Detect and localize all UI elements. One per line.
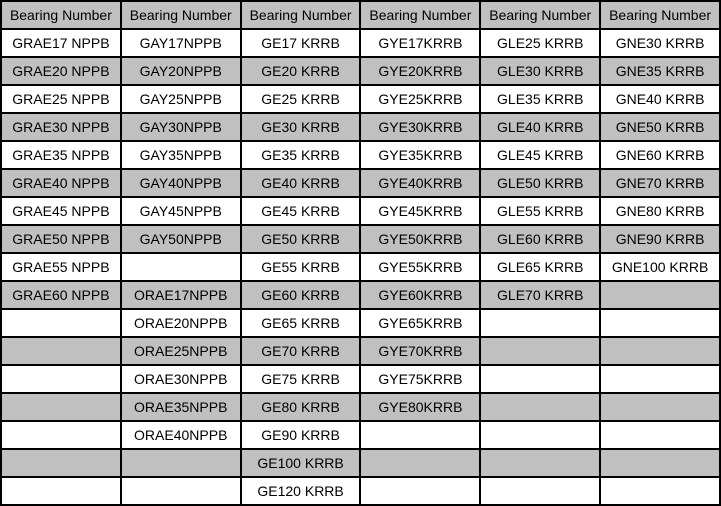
table-row — [1, 29, 720, 57]
bearing-number-cell: GLE40 KRRB — [480, 113, 600, 141]
bearing-number-cell — [360, 477, 480, 505]
bearing-number-cell: GAY20NPPB — [121, 57, 241, 85]
table-row — [1, 113, 720, 141]
bearing-number-cell: GE30 KRRB — [241, 113, 361, 141]
bearing-number-cell: GE40 KRRB — [241, 169, 361, 197]
bearing-number-cell: GYE60KRRB — [360, 281, 480, 309]
bearing-number-cell — [480, 449, 600, 477]
bearing-number-cell: GNE50 KRRB — [600, 113, 720, 141]
bearing-number-cell: GE60 KRRB — [241, 281, 361, 309]
bearing-number-cell: GNE70 KRRB — [600, 169, 720, 197]
bearing-number-cell: ORAE40NPPB — [121, 421, 241, 449]
bearing-number-cell — [360, 449, 480, 477]
bearing-number-cell — [1, 309, 121, 337]
bearing-number-cell: ORAE35NPPB — [121, 393, 241, 421]
bearing-number-cell: GLE70 KRRB — [480, 281, 600, 309]
bearing-number-cell: GRAE35 NPPB — [1, 141, 121, 169]
bearing-number-cell — [480, 309, 600, 337]
bearing-number-cell: GE25 KRRB — [241, 85, 361, 113]
bearing-number-cell: GRAE20 NPPB — [1, 57, 121, 85]
table-row — [1, 85, 720, 113]
bearing-number-cell — [121, 449, 241, 477]
bearing-number-cell: GYE20KRRB — [360, 57, 480, 85]
bearing-number-cell — [480, 365, 600, 393]
table-row — [1, 281, 720, 309]
bearing-number-cell: GRAE55 NPPB — [1, 253, 121, 281]
bearing-number-cell: GYE55KRRB — [360, 253, 480, 281]
bearing-number-cell: GLE45 KRRB — [480, 141, 600, 169]
bearing-number-cell — [1, 477, 121, 505]
bearing-number-cell: GNE100 KRRB — [600, 253, 720, 281]
bearing-number-cell: ORAE17NPPB — [121, 281, 241, 309]
bearing-number-cell: GLE35 KRRB — [480, 85, 600, 113]
bearing-number-cell: GYE35KRRB — [360, 141, 480, 169]
bearing-number-cell: GE35 KRRB — [241, 141, 361, 169]
table-row — [1, 477, 720, 505]
bearing-number-cell: GYE17KRRB — [360, 29, 480, 57]
table-row — [1, 169, 720, 197]
bearing-number-cell — [600, 281, 720, 309]
bearing-number-cell: GLE55 KRRB — [480, 197, 600, 225]
bearing-number-cell: GE80 KRRB — [241, 393, 361, 421]
bearing-number-cell: GRAE50 NPPB — [1, 225, 121, 253]
bearing-number-cell: GYE25KRRB — [360, 85, 480, 113]
bearing-number-cell — [600, 309, 720, 337]
table-row — [1, 393, 720, 421]
bearing-number-cell: GYE80KRRB — [360, 393, 480, 421]
bearing-number-cell: GLE60 KRRB — [480, 225, 600, 253]
bearing-number-cell: GAY40NPPB — [121, 169, 241, 197]
bearing-number-cell: GYE65KRRB — [360, 309, 480, 337]
bearing-number-cell — [1, 449, 121, 477]
bearing-number-cell: GYE70KRRB — [360, 337, 480, 365]
bearing-number-cell: GE17 KRRB — [241, 29, 361, 57]
bearing-number-cell: GAY30NPPB — [121, 113, 241, 141]
column-header: Bearing Number — [121, 1, 241, 29]
table-row — [1, 197, 720, 225]
bearing-number-cell: GAY17NPPB — [121, 29, 241, 57]
table-row — [1, 253, 720, 281]
bearing-number-cell: GNE90 KRRB — [600, 225, 720, 253]
bearing-number-cell: GNE35 KRRB — [600, 57, 720, 85]
bearing-number-cell: GE65 KRRB — [241, 309, 361, 337]
bearing-number-cell — [1, 337, 121, 365]
bearing-number-cell: GNE40 KRRB — [600, 85, 720, 113]
bearing-number-cell: GYE75KRRB — [360, 365, 480, 393]
bearing-number-cell: GRAE60 NPPB — [1, 281, 121, 309]
bearing-number-cell — [480, 337, 600, 365]
bearing-number-cell: GAY50NPPB — [121, 225, 241, 253]
bearing-number-cell: GRAE45 NPPB — [1, 197, 121, 225]
bearing-number-cell: GYE50KRRB — [360, 225, 480, 253]
bearing-number-cell: GYE45KRRB — [360, 197, 480, 225]
bearing-number-cell: GNE60 KRRB — [600, 141, 720, 169]
column-header: Bearing Number — [241, 1, 361, 29]
table-row — [1, 365, 720, 393]
bearing-number-cell: GE100 KRRB — [241, 449, 361, 477]
bearing-number-cell: GLE25 KRRB — [480, 29, 600, 57]
bearing-number-cell: GE45 KRRB — [241, 197, 361, 225]
bearing-number-cell: GAY35NPPB — [121, 141, 241, 169]
bearing-number-cell: GE20 KRRB — [241, 57, 361, 85]
bearing-number-cell: GAY25NPPB — [121, 85, 241, 113]
bearing-number-cell — [600, 337, 720, 365]
bearing-number-cell: GNE80 KRRB — [600, 197, 720, 225]
bearing-number-cell — [360, 421, 480, 449]
bearing-number-cell — [600, 393, 720, 421]
column-header: Bearing Number — [480, 1, 600, 29]
bearing-number-cell — [1, 393, 121, 421]
table-row — [1, 225, 720, 253]
bearing-number-cell: GRAE40 NPPB — [1, 169, 121, 197]
table-row — [1, 421, 720, 449]
bearing-number-cell: GE55 KRRB — [241, 253, 361, 281]
bearing-number-cell — [600, 449, 720, 477]
bearing-number-cell: ORAE30NPPB — [121, 365, 241, 393]
bearing-number-cell: GE75 KRRB — [241, 365, 361, 393]
column-header: Bearing Number — [360, 1, 480, 29]
bearing-number-cell: GYE30KRRB — [360, 113, 480, 141]
bearing-number-cell: GNE30 KRRB — [600, 29, 720, 57]
column-header: Bearing Number — [1, 1, 121, 29]
bearing-number-cell: GE50 KRRB — [241, 225, 361, 253]
bearing-number-cell: GRAE30 NPPB — [1, 113, 121, 141]
bearing-number-cell: GLE65 KRRB — [480, 253, 600, 281]
table-body — [1, 29, 720, 505]
bearing-number-cell: GYE40KRRB — [360, 169, 480, 197]
bearing-number-cell — [600, 365, 720, 393]
bearing-number-cell: GLE30 KRRB — [480, 57, 600, 85]
bearing-number-cell — [1, 365, 121, 393]
bearing-number-cell: ORAE20NPPB — [121, 309, 241, 337]
bearing-number-cell: GE90 KRRB — [241, 421, 361, 449]
table-row — [1, 141, 720, 169]
bearing-number-cell: GRAE17 NPPB — [1, 29, 121, 57]
bearing-number-cell — [600, 477, 720, 505]
bearing-number-cell: GRAE25 NPPB — [1, 85, 121, 113]
bearing-number-cell: GAY45NPPB — [121, 197, 241, 225]
bearing-number-cell: GLE50 KRRB — [480, 169, 600, 197]
bearing-number-cell — [121, 477, 241, 505]
bearing-number-cell — [480, 421, 600, 449]
bearing-number-cell — [480, 477, 600, 505]
table-row — [1, 337, 720, 365]
table-row — [1, 449, 720, 477]
column-header: Bearing Number — [600, 1, 720, 29]
table-row — [1, 57, 720, 85]
bearing-number-cell — [600, 421, 720, 449]
bearing-number-cell — [480, 393, 600, 421]
table-row — [1, 309, 720, 337]
bearing-number-cell — [1, 421, 121, 449]
bearing-number-cell: ORAE25NPPB — [121, 337, 241, 365]
bearing-number-cell: GE120 KRRB — [241, 477, 361, 505]
bearing-number-cell: GE70 KRRB — [241, 337, 361, 365]
bearing-number-cell — [121, 253, 241, 281]
table-header-row — [1, 1, 720, 29]
